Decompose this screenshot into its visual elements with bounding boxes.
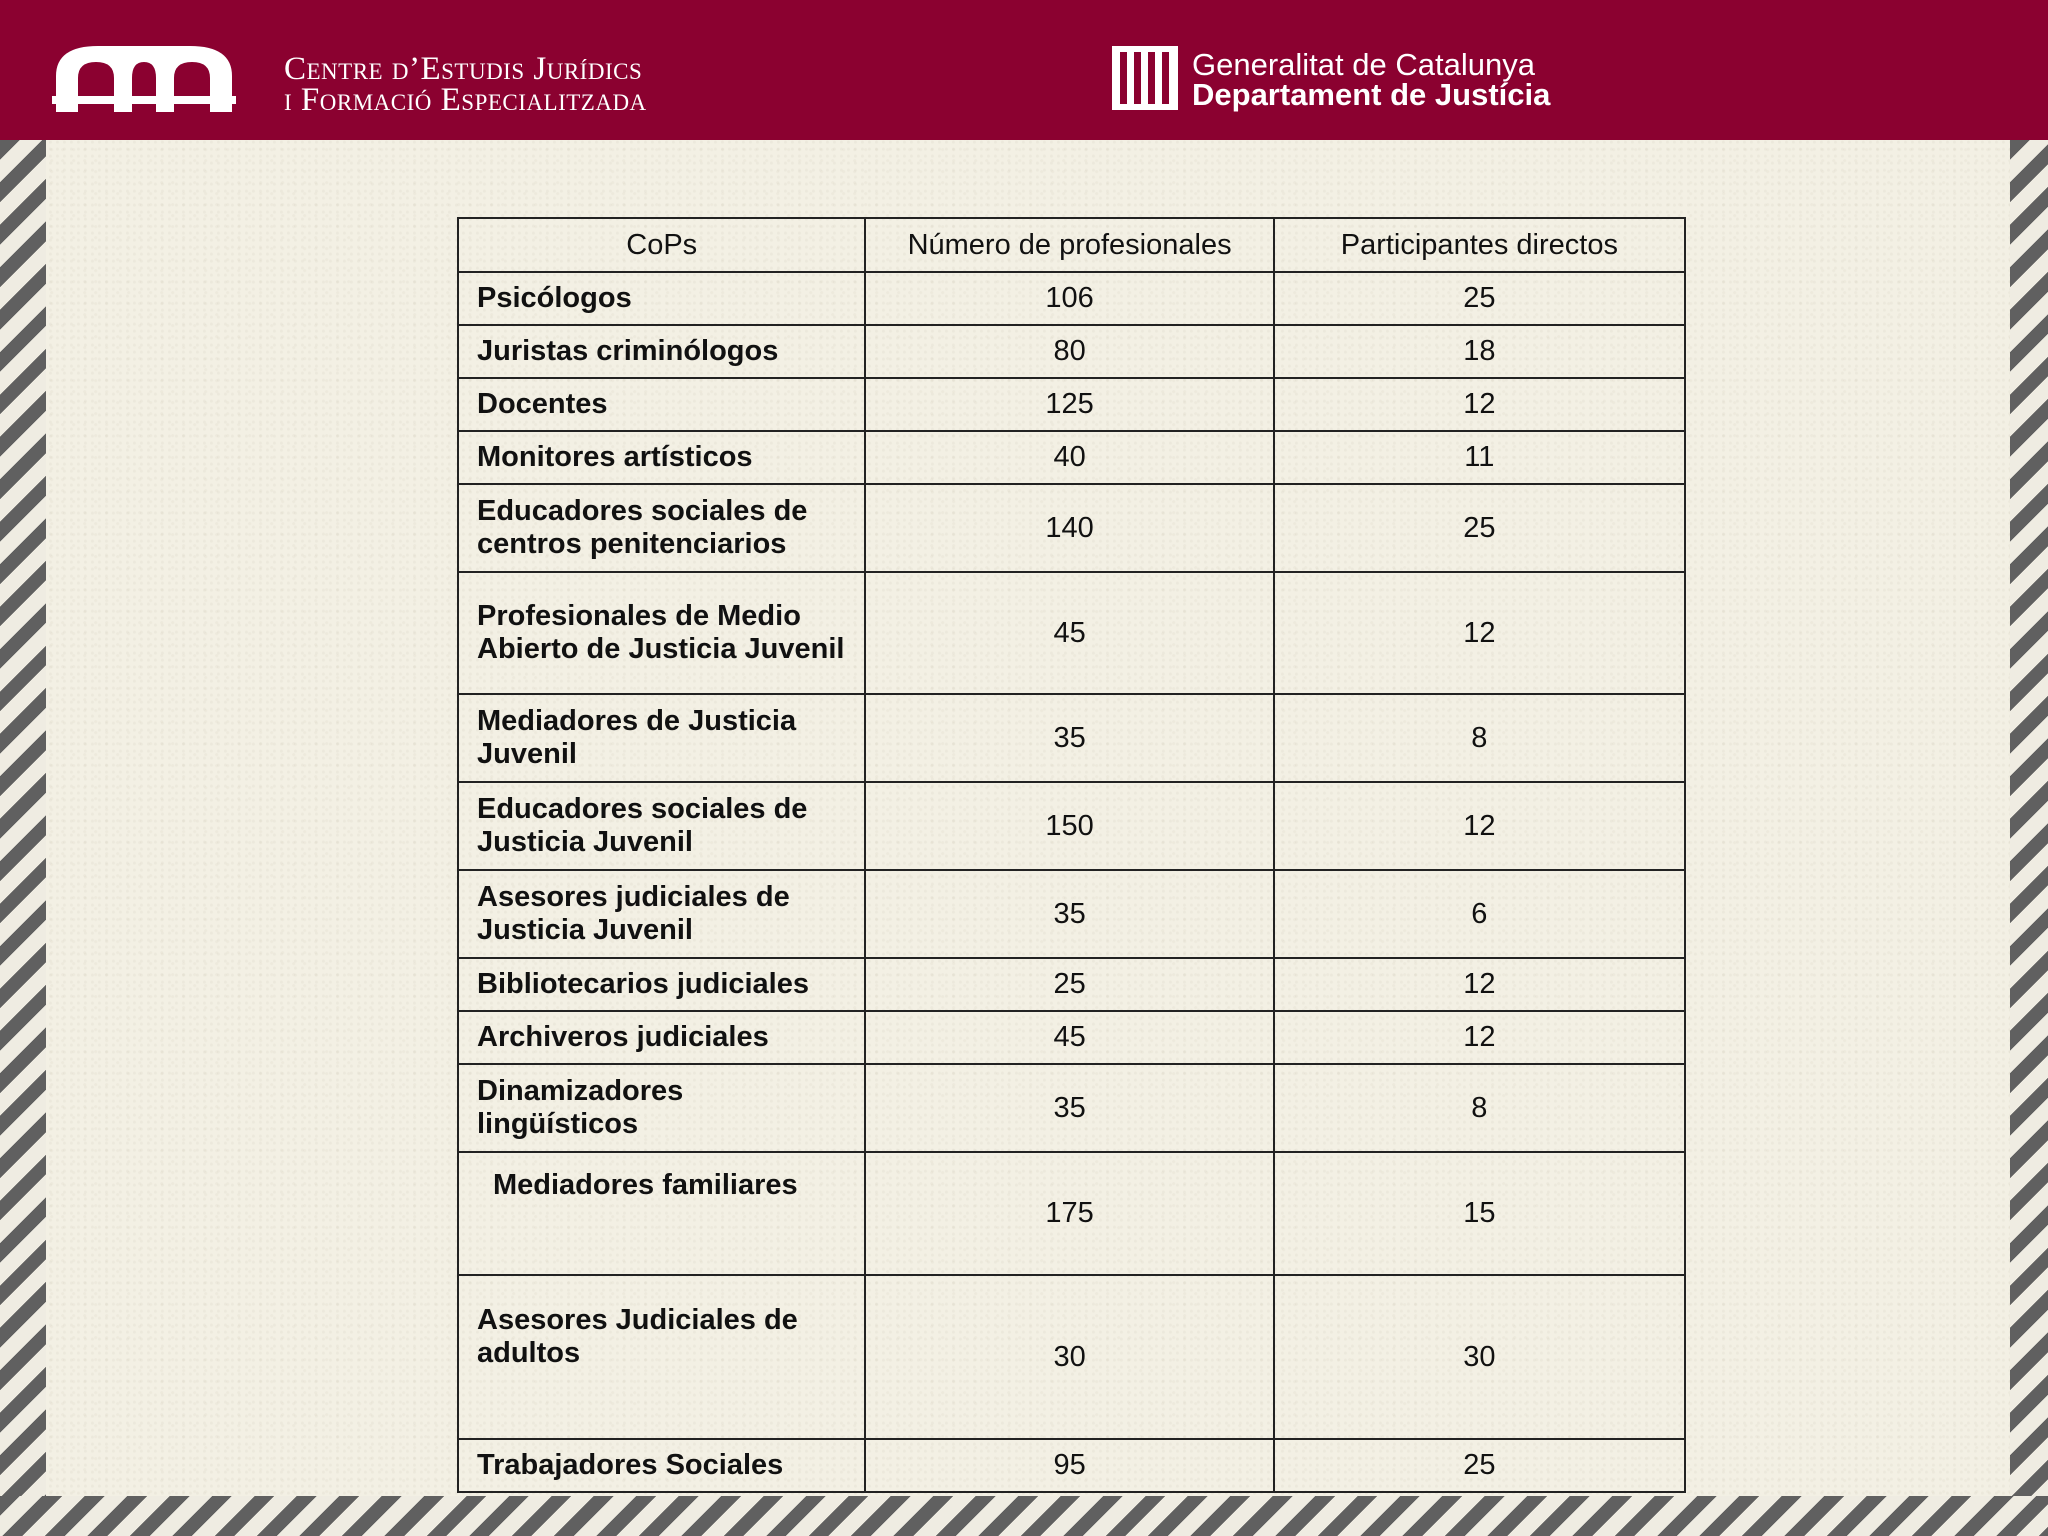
table-header-row xyxy=(458,218,1685,272)
generalitat-name xyxy=(1192,47,1551,112)
participantes-value: 25 xyxy=(1274,1439,1685,1492)
profesionales-value: 125 xyxy=(865,378,1273,431)
table-row xyxy=(458,484,1685,572)
cop-name: Docentes xyxy=(458,378,865,431)
profesionales-value: 95 xyxy=(865,1439,1273,1492)
participantes-value: 11 xyxy=(1274,431,1685,484)
participantes-value: 6 xyxy=(1274,870,1685,958)
profesionales-value: 140 xyxy=(865,484,1273,572)
table-row xyxy=(458,1152,1685,1275)
table-row xyxy=(458,1011,1685,1064)
participantes-value: 12 xyxy=(1274,572,1685,694)
generalitat-name-line1: Generalitat de Catalunya xyxy=(1192,47,1535,82)
participantes-value: 12 xyxy=(1274,958,1685,1011)
cop-name: Asesores judiciales de Justicia Juvenil xyxy=(458,870,865,958)
cejfe-name-line1: Centre d’Estudis Jurídics xyxy=(284,51,643,87)
participantes-value: 25 xyxy=(1274,484,1685,572)
column-header-profesionales: Número de profesionales xyxy=(865,218,1273,272)
cop-name: Asesores Judiciales de adultos xyxy=(458,1275,865,1439)
participantes-value: 8 xyxy=(1274,1064,1685,1152)
table-row xyxy=(458,1439,1685,1492)
cejfe-logo-icon xyxy=(52,38,236,116)
generalitat-logo-icon xyxy=(1112,46,1178,110)
cop-name: Trabajadores Sociales xyxy=(458,1439,865,1492)
cop-name: Monitores artísticos xyxy=(458,431,865,484)
participantes-value: 12 xyxy=(1274,782,1685,870)
participantes-value: 25 xyxy=(1274,272,1685,325)
profesionales-value: 150 xyxy=(865,782,1273,870)
participantes-value: 15 xyxy=(1274,1152,1685,1275)
profesionales-value: 30 xyxy=(865,1275,1273,1439)
participantes-value: 30 xyxy=(1274,1275,1685,1439)
profesionales-value: 45 xyxy=(865,1011,1273,1064)
profesionales-value: 80 xyxy=(865,325,1273,378)
column-header-participantes: Participantes directos xyxy=(1274,218,1685,272)
cop-name: Bibliotecarios judiciales xyxy=(458,958,865,1011)
cops-table xyxy=(457,217,1686,1493)
table-row xyxy=(458,431,1685,484)
left-stripe-border xyxy=(0,140,46,1536)
profesionales-value: 106 xyxy=(865,272,1273,325)
cejfe-name-line2: i Formació Especialitzada xyxy=(284,82,647,118)
participantes-value: 12 xyxy=(1274,1011,1685,1064)
table-row xyxy=(458,325,1685,378)
profesionales-value: 175 xyxy=(865,1152,1273,1275)
header-bar xyxy=(0,0,2048,140)
column-header-cops: CoPs xyxy=(458,218,865,272)
cop-name: Mediadores familiares xyxy=(458,1152,865,1275)
profesionales-value: 25 xyxy=(865,958,1273,1011)
participantes-value: 8 xyxy=(1274,694,1685,782)
cejfe-name xyxy=(284,51,647,118)
participantes-value: 18 xyxy=(1274,325,1685,378)
generalitat-name-line2: Departament de Justícia xyxy=(1192,77,1551,112)
cop-name: Mediadores de Justicia Juvenil xyxy=(458,694,865,782)
table-row xyxy=(458,782,1685,870)
profesionales-value: 35 xyxy=(865,694,1273,782)
bottom-stripe-border xyxy=(0,1496,2048,1536)
cop-name: Profesionales de Medio Abierto de Justicia Juvenil xyxy=(458,572,865,694)
profesionales-value: 40 xyxy=(865,431,1273,484)
table-row xyxy=(458,272,1685,325)
cop-name: Educadores sociales de centros penitenciarios xyxy=(458,484,865,572)
cop-name: Juristas criminólogos xyxy=(458,325,865,378)
table-row xyxy=(458,958,1685,1011)
cop-name: Dinamizadores lingüísticos xyxy=(458,1064,865,1152)
cop-name: Archiveros judiciales xyxy=(458,1011,865,1064)
right-stripe-border xyxy=(2010,140,2048,1536)
table-row xyxy=(458,1064,1685,1152)
table-row xyxy=(458,694,1685,782)
profesionales-value: 35 xyxy=(865,870,1273,958)
participantes-value: 12 xyxy=(1274,378,1685,431)
profesionales-value: 35 xyxy=(865,1064,1273,1152)
cop-name: Psicólogos xyxy=(458,272,865,325)
profesionales-value: 45 xyxy=(865,572,1273,694)
table-row xyxy=(458,572,1685,694)
table-row xyxy=(458,870,1685,958)
table-row xyxy=(458,378,1685,431)
table-row xyxy=(458,1275,1685,1439)
cop-name: Educadores sociales de Justicia Juvenil xyxy=(458,782,865,870)
